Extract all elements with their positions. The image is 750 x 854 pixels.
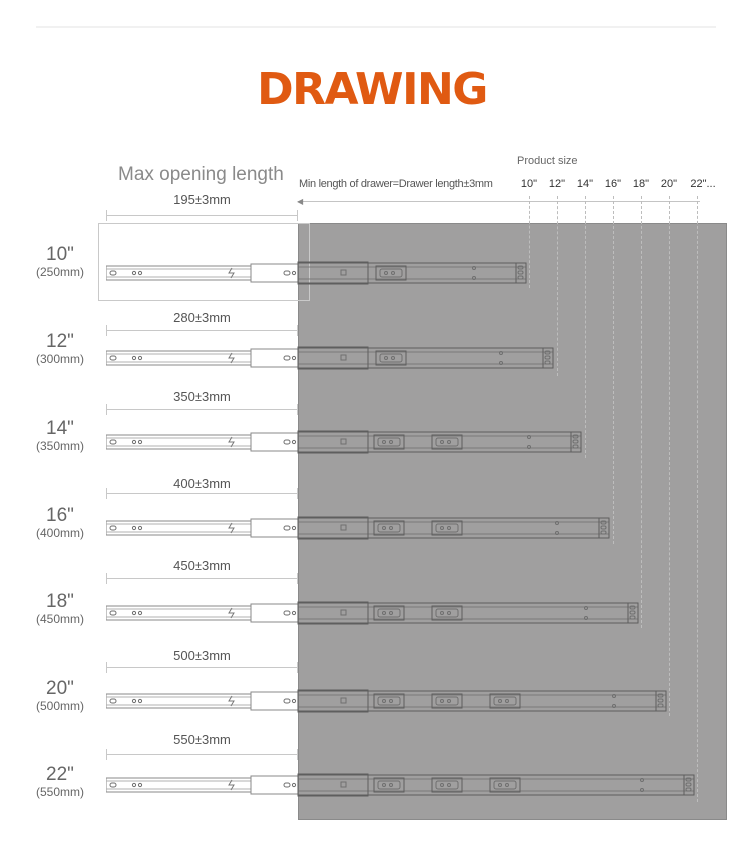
size-inch: 14" xyxy=(46,418,74,439)
size-inch: 16" xyxy=(46,505,74,526)
size-mm: (550mm) xyxy=(35,785,84,799)
size-label-14 xyxy=(22,419,98,454)
product-size-label: Product size xyxy=(517,155,578,167)
product-size-16: 16" xyxy=(604,178,622,190)
opening-dimension-line xyxy=(106,493,298,494)
size-mm: (250mm) xyxy=(35,265,84,279)
top-divider xyxy=(36,26,716,28)
slide-22 xyxy=(106,770,700,800)
size-inch: 20" xyxy=(46,678,74,699)
product-size-20: 20" xyxy=(660,178,678,190)
size-mm: (350mm) xyxy=(35,439,84,453)
product-size-10: 10" xyxy=(520,178,538,190)
product-size-14: 14" xyxy=(576,178,594,190)
opening-length-label: 550±3mm xyxy=(173,732,231,747)
page-title: DRAWING xyxy=(257,64,487,115)
size-guide-14 xyxy=(585,196,586,458)
size-inch: 12" xyxy=(46,331,74,352)
product-size-18: 18" xyxy=(632,178,650,190)
size-guide-16 xyxy=(613,196,614,544)
size-mm: (450mm) xyxy=(35,612,84,626)
opening-length-label: 400±3mm xyxy=(173,476,231,491)
opening-dimension-line xyxy=(106,578,298,579)
opening-length-label: 450±3mm xyxy=(173,558,231,573)
min-length-label: Min length of drawer=Drawer length±3mm xyxy=(299,178,493,190)
size-mm: (500mm) xyxy=(35,699,84,713)
size-mm: (300mm) xyxy=(35,352,84,366)
size-guide-18 xyxy=(641,196,642,628)
size-mm: (400mm) xyxy=(35,526,84,540)
opening-length-label: 195±3mm xyxy=(173,192,231,207)
product-size-22: 22"... xyxy=(690,178,716,190)
slide-20 xyxy=(106,686,672,716)
opening-length-label: 500±3mm xyxy=(173,648,231,663)
size-guide-22 xyxy=(697,196,698,802)
slide-12 xyxy=(106,343,559,373)
opening-length-label: 280±3mm xyxy=(173,310,231,325)
opening-dimension-line xyxy=(106,754,298,755)
product-size-line xyxy=(298,201,700,202)
opening-dimension-line xyxy=(106,667,298,668)
size-label-16 xyxy=(22,506,98,541)
size-label-12 xyxy=(22,332,98,367)
arrow-left-icon: ◀ xyxy=(297,197,304,206)
size-label-22 xyxy=(22,765,98,800)
opening-dimension-line xyxy=(106,215,298,216)
size-inch: 10" xyxy=(46,244,74,265)
slide-10 xyxy=(106,258,532,288)
opening-dimension-line xyxy=(106,330,298,331)
max-opening-label: Max opening length xyxy=(118,164,284,185)
opening-dimension-line xyxy=(106,409,298,410)
size-guide-20 xyxy=(669,196,670,716)
size-inch: 22" xyxy=(46,764,74,785)
slide-18 xyxy=(106,598,644,628)
slide-16 xyxy=(106,513,615,543)
product-size-12: 12" xyxy=(548,178,566,190)
size-label-20 xyxy=(22,679,98,714)
size-inch: 18" xyxy=(46,591,74,612)
slide-14 xyxy=(106,427,587,457)
size-label-18 xyxy=(22,592,98,627)
size-label-10 xyxy=(22,245,98,280)
opening-length-label: 350±3mm xyxy=(173,389,231,404)
